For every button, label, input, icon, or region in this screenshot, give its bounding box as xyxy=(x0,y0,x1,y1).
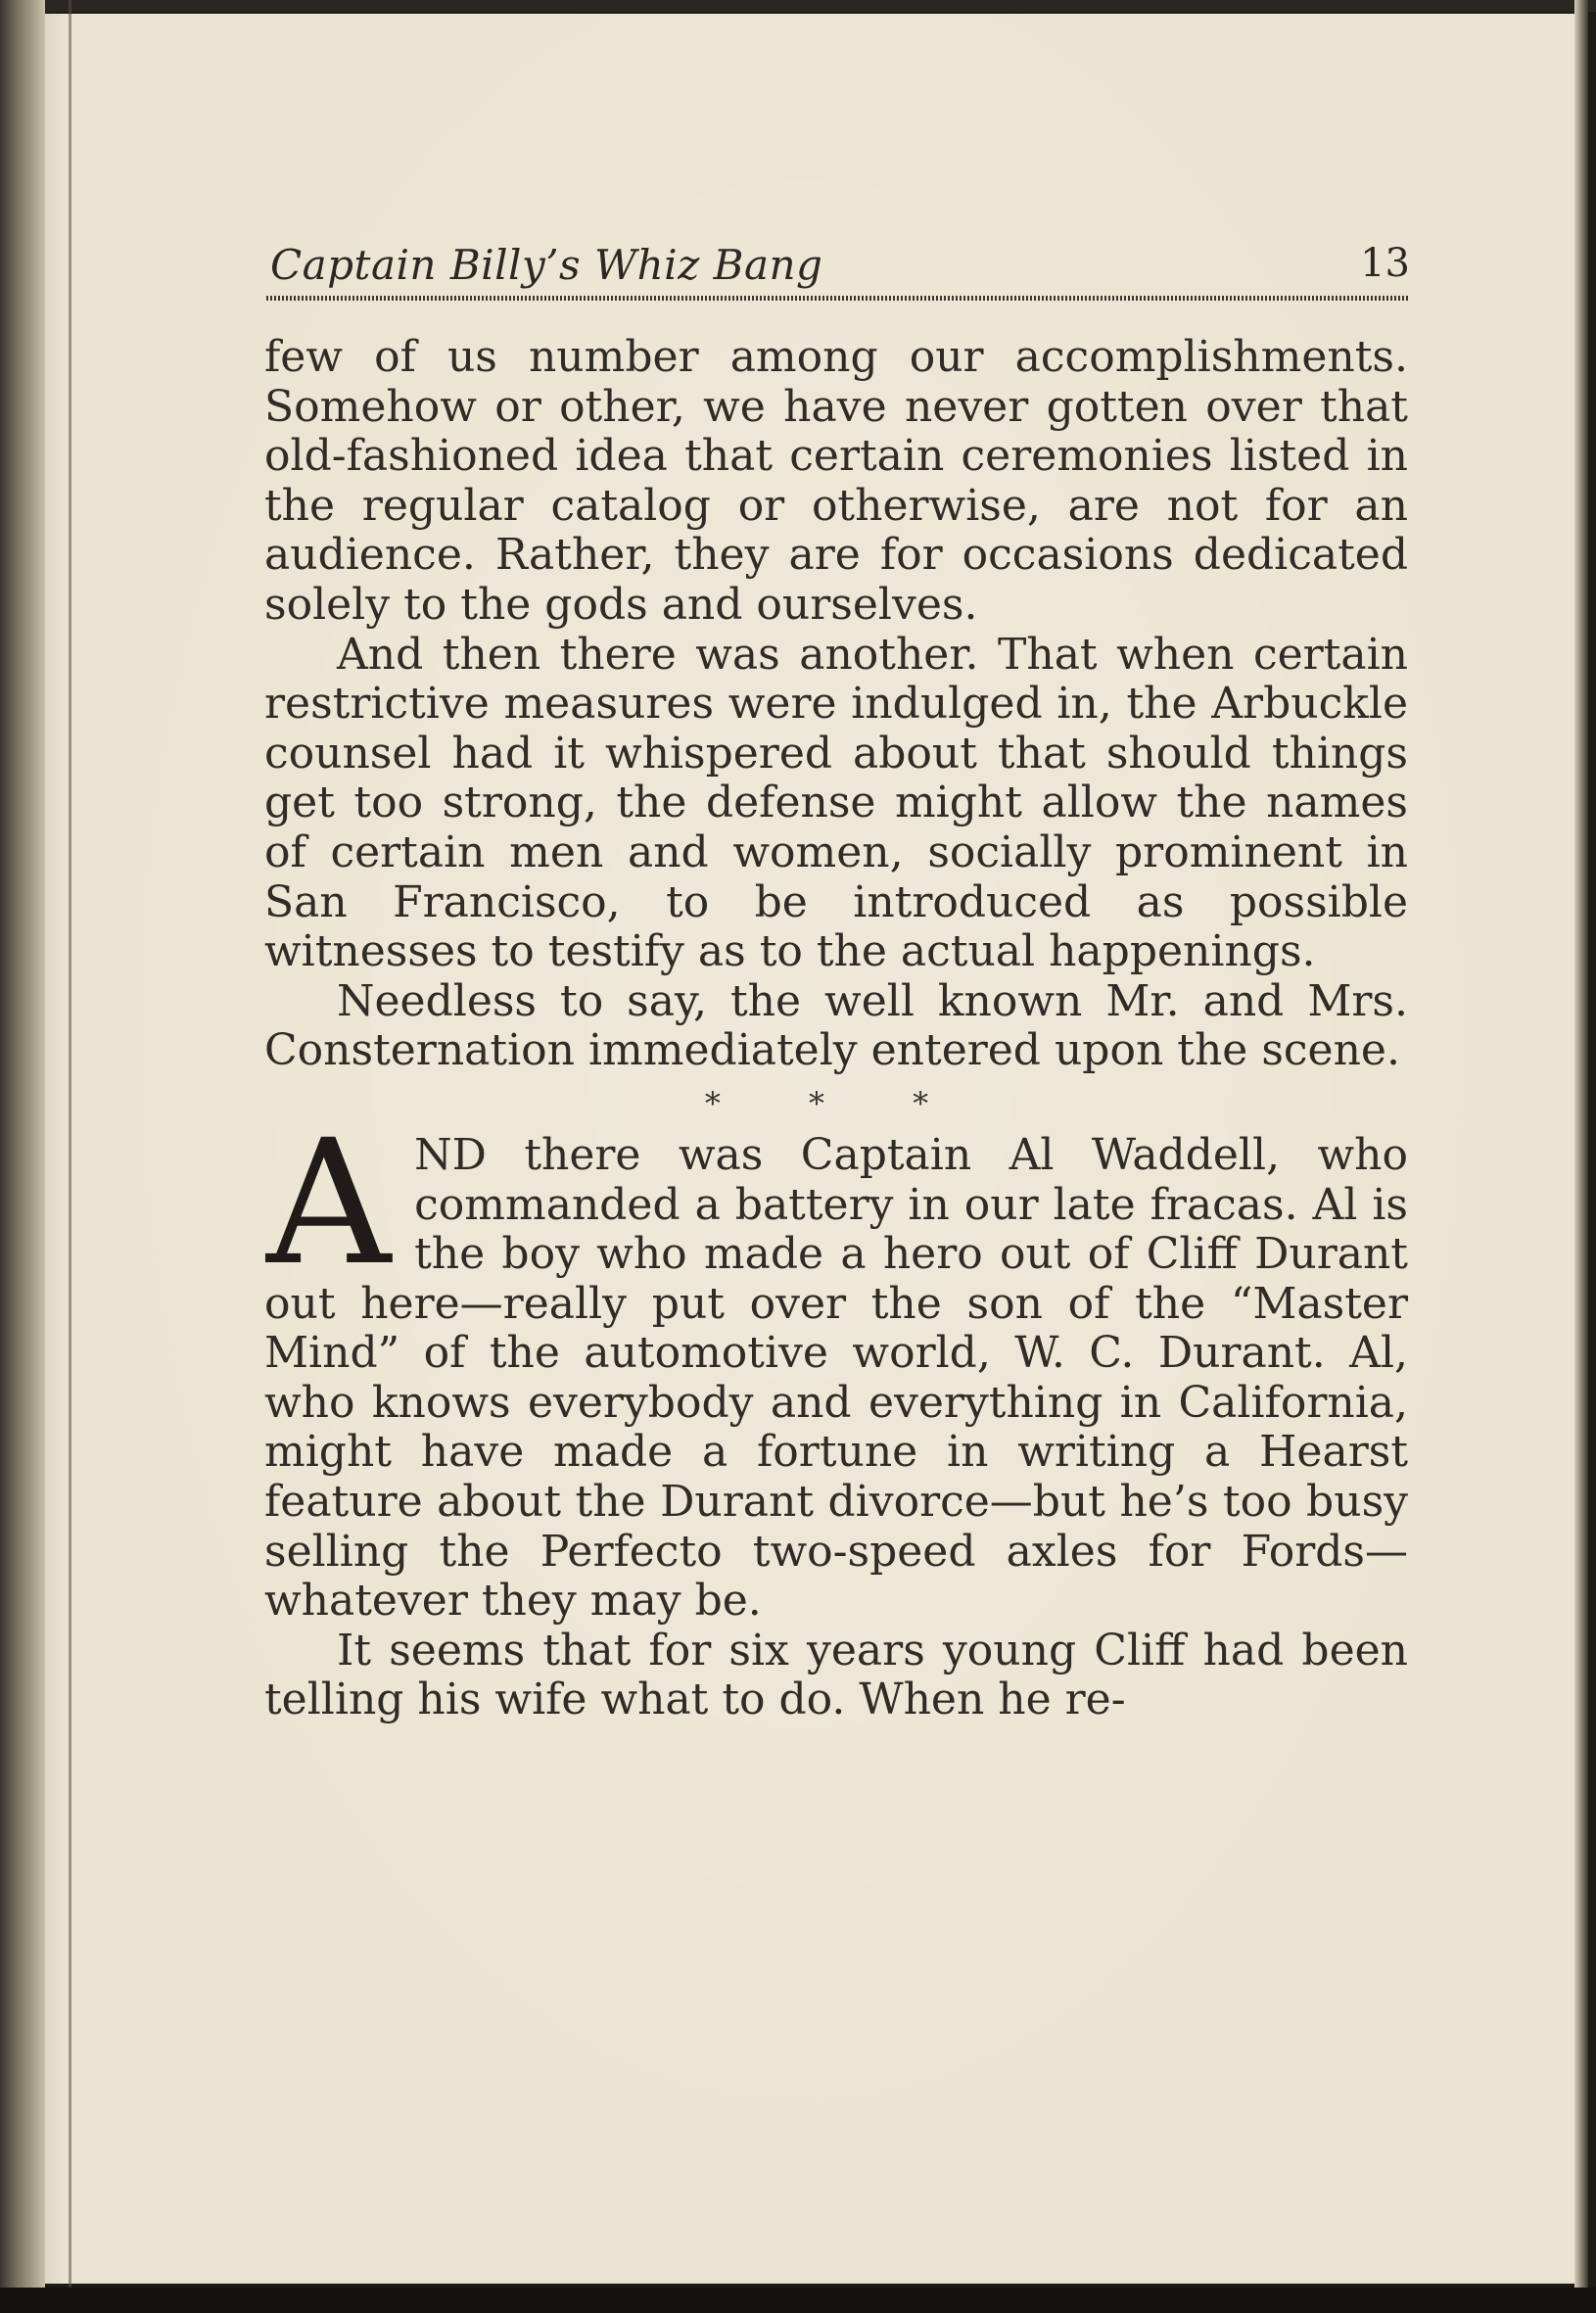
book-binding xyxy=(0,0,45,2313)
paragraph-5: It seems that for six years young Cliff had been telling his wife what to do. When he re- xyxy=(264,1625,1408,1725)
paragraph-4-container xyxy=(264,1102,1408,1627)
gutter-line xyxy=(69,0,71,2313)
page-number: 13 xyxy=(1360,241,1410,286)
paragraph-3: Needless to say, the well known Mr. and Mrs. Consternation immediately entered upon the scene. xyxy=(264,975,1408,1076)
section-separator: * * * xyxy=(704,1084,968,1122)
paragraph-4: ND there was Captain Al Waddell, who commanded a battery in our late fracas. Al is the boy who made a hero out of Cliff Durant out here—really put over the son of the “Master Mind” of the automotive world, W. C. Durant. Al, who knows everybody and everything in California, might have made a fortune in writing a Hearst feature about the Durant divorce—but he’s too busy selling the Perfecto two-speed axles for Fords—whatever they may be. xyxy=(264,1129,1408,1627)
body-text xyxy=(264,333,1408,1725)
running-title: Captain Billy’s Whiz Bang xyxy=(270,241,823,289)
page-bottom-edge xyxy=(0,2288,1596,2313)
drop-cap: A xyxy=(266,1102,392,1303)
paragraph-2: And then there was another. That when certain restrictive measures were indulged in, the Arbuckle counsel had it whispered about that should things get too strong, the defense might allow the names of certain men and women, socially prominent in San Francisco, to be introduced as possible witnesses to testify as to the actual happenings. xyxy=(264,629,1408,977)
header-rule xyxy=(266,296,1410,301)
paragraph-1: few of us number among our accomplishments. Somehow or other, we have never gotten over that old-fashioned idea that certain ceremonies listed in the regular catalog or otherwise, are not for an audience. Rather, they are for occasions dedicated solely to the gods and ourselves. xyxy=(264,332,1408,630)
running-head xyxy=(266,233,1410,302)
page-top-edge xyxy=(0,0,1596,12)
page-right-edge xyxy=(1574,0,1588,2313)
